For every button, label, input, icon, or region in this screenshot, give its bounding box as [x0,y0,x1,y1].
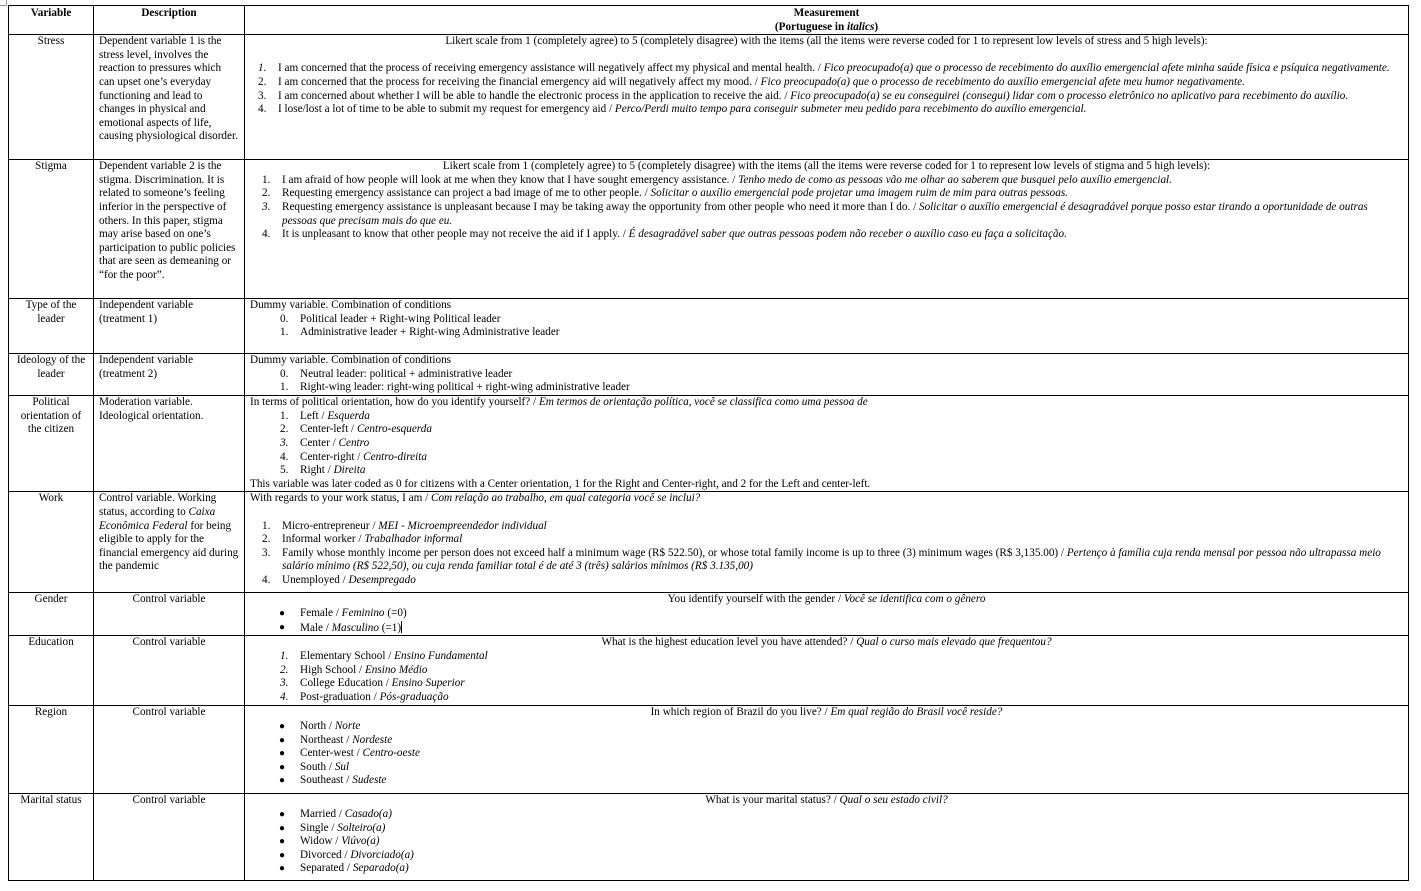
item-number: 2. [262,533,271,546]
item-english: Family whose monthly income per person does not exceed half a minimum wage (R$ 522.50), or whose total family income is up to three (3) minimum wages (R$ 3,135.00) / [282,546,1067,559]
measurement-intro: Dummy variable. Combination of conditions [250,354,452,367]
item-number: 2. [280,663,289,676]
item-english: Divorced / [300,848,351,861]
item-number: 1. [262,519,271,532]
measurement-intro [250,593,1403,607]
measurement-cell [245,299,1409,354]
intro-english: What is your marital status? / [705,794,840,807]
list-item [262,173,1403,188]
list-item [280,677,1403,691]
item-english: Southeast / [300,774,353,787]
measurement-cell [245,396,1409,492]
item-list [250,313,1403,340]
item-text: Right-wing leader: right-wing political + right-wing administrative leader [300,381,630,394]
item-list [250,62,1403,116]
table-row-marital-status [9,794,1409,881]
item-portuguese: Sul [334,760,350,773]
item-portuguese: Sudeste [352,774,387,787]
item-portuguese: Casado(a) [344,807,392,820]
table-row-stigma [9,160,1409,299]
item-english: Female / [300,606,342,619]
table-row-gender [9,593,1409,636]
item-portuguese: Ensino Fundamental [394,649,488,662]
list-item [280,312,1403,327]
header-variable: Variable [9,6,94,35]
list-item [280,649,1403,664]
bullet-icon: ● [279,836,286,848]
item-portuguese: Direita [333,464,366,477]
item-number: 3. [262,546,271,559]
list-item [279,821,1403,836]
intro-english: In terms of political orientation, how do you identify yourself? / [250,396,539,409]
bullet-icon: ● [279,761,286,773]
bullet-icon: ● [279,607,286,619]
list-item [279,719,1403,734]
item-list [250,174,1403,242]
item-portuguese: Esquerda [327,409,370,422]
variable-cell: Ideology of the leader [9,354,94,396]
item-english: I am afraid of how people will look at me when they know that I have sought emergency assistance. / [282,173,739,186]
table-row-ideology-of-leader [9,354,1409,396]
variable-cell: Type of the leader [9,299,94,354]
header-description: Description [94,6,245,35]
item-portuguese: Centro-esquerda [356,423,432,436]
item-list [250,650,1403,704]
item-portuguese: Separado(a) [352,862,409,875]
item-number: 1. [258,62,267,75]
item-english: Center-west / [300,747,363,760]
measurement-intro [250,396,1403,410]
item-english: Informal worker / [282,533,365,546]
list-item [280,690,1403,705]
header-row [9,6,1409,35]
item-english: It is unpleasant to know that other people may not receive the aid if I apply. / [282,228,629,241]
list-item [280,663,1403,678]
item-english: Center-left / [300,423,357,436]
item-number: 4. [280,450,289,463]
item-english: Male / [300,621,332,634]
description-cell: Control variable [94,794,245,881]
list-item [258,89,1403,104]
item-number: 1. [280,409,289,422]
item-english: I am concerned that the process of receiving emergency assistance will negatively affect my physical and mental health. / [278,62,824,75]
measurement-cell [245,706,1409,794]
bullet-icon: ● [279,863,286,875]
item-portuguese: Solicitar o auxílio emergencial é desagradável porque posso estar tirando a oportunidade de outras pessoas que precisam mais do que eu. [282,200,1368,227]
list-item [280,381,1403,395]
bullet-icon: ● [279,734,286,746]
item-english: High School / [300,663,365,676]
item-portuguese: Feminino [341,606,385,619]
item-number: 4. [280,690,289,703]
item-portuguese: MEI - Microempreendedor individual [378,519,547,532]
item-english: Left / [300,409,328,422]
item-number: 1. [280,326,289,339]
measurement-cell [245,35,1409,160]
list-item [279,862,1403,876]
item-number: 3. [262,200,271,213]
item-english: Single / [300,821,338,834]
item-portuguese: Centro-oeste [362,747,420,760]
variable-cell: Stigma [9,160,94,299]
bullet-icon: ● [279,822,286,834]
list-item [262,533,1403,547]
intro-portuguese: Em qual região do Brasil você reside? [830,706,1003,719]
intro-portuguese: Qual o curso mais elevado que frequentou? [856,636,1052,649]
list-item [280,464,1403,478]
item-english: Separated / [300,862,353,875]
list-item [280,436,1403,451]
variable-cell: Stress [9,35,94,160]
item-number: 4. [262,573,271,586]
item-english: Center-right / [300,450,364,463]
item-code: (=0) [384,606,407,619]
item-portuguese: Norte [334,719,361,732]
variables-table [8,5,1409,881]
header-measurement-subtitle [250,21,1403,35]
intro-english: You identify yourself with the gender / [667,593,844,606]
item-portuguese: Fico preocupado(a) que o processo de recebimento do auxílio emergencial afete minha saúde física e psíquica negativamente. [823,62,1390,75]
measurement-intro: Likert scale from 1 (completely agree) to 5 (completely disagree) with the items (all the items were reverse coded for 1 to represent low levels of stress and 5 high levels): [445,35,1208,48]
list-item [279,760,1403,775]
bullet-icon: ● [279,849,286,861]
item-portuguese: Viúvo(a) [341,835,380,848]
item-portuguese: Pós-graduação [379,690,449,703]
item-portuguese: Fico preocupado(a) que o processo de recebimento do auxílio emergencial afete meu humor negativamente. [760,75,1245,88]
intro-portuguese: Você se identifica com o gênero [843,593,986,606]
list-item [279,606,1403,621]
list-item [280,326,1403,340]
item-text: Neutral leader: political + administrative leader [300,367,513,380]
table-row-type-of-leader [9,299,1409,354]
bullet-icon: ● [279,775,286,787]
item-number: 3. [258,89,267,102]
item-english: Center / [300,436,339,449]
description-cell: Control variable [94,593,245,636]
item-english: Requesting emergency assistance can project a bad image of me to other people. / [282,187,651,200]
item-list [250,520,1403,588]
item-portuguese: Perco/Perdi muito tempo para conseguir submeter meu pedido para recebimento do auxílio emergencial. [614,103,1087,116]
list-item [280,409,1403,424]
intro-english: What is the highest education level you have attended? / [601,636,857,649]
list-item [262,187,1403,201]
intro-portuguese: Qual o seu estado civil? [839,794,948,807]
item-english: College Education / [300,677,392,690]
description-cell: Control variable [94,706,245,794]
list-item [280,450,1403,465]
measurement-cell [245,636,1409,706]
description-cell: Moderation variable. Ideological orientation. [94,396,245,492]
measurement-intro [250,706,1403,720]
variable-cell: Gender [9,593,94,636]
measurement-cell [245,593,1409,636]
list-item [279,747,1403,761]
header-subtitle-prefix: (Portuguese in [774,20,847,33]
item-number: 1. [262,173,271,186]
coding-note: This variable was later coded as 0 for citizens with a Center orientation, 1 for the Right and Center-right, and 2 for the Left and center-left. [250,477,871,490]
item-english: Married / [300,807,345,820]
list-item [279,774,1403,788]
item-portuguese: Solicitar o auxílio emergencial pode projetar uma imagem ruim de mim para outras pessoas. [650,187,1068,200]
item-portuguese: Solteiro(a) [337,821,386,834]
table-row-region [9,706,1409,794]
measurement-cell [245,354,1409,396]
item-number: 3. [280,436,289,449]
list-item [258,62,1403,76]
list-item [279,621,1403,636]
list-item [280,423,1403,437]
item-english: Requesting emergency assistance is unpleasant because I may be taking away the opportunity from other people who need it more than I do. / [282,200,919,213]
bullet-icon: ● [279,748,286,760]
table-row-political-orientation [9,396,1409,492]
variable-cell: Region [9,706,94,794]
table-row-stress [9,35,1409,160]
list-item [262,546,1403,574]
list-item [279,835,1403,849]
list-item [262,573,1403,588]
header-measurement-title: Measurement [793,7,860,19]
description-cell: Independent variable (treatment 2) [94,354,245,396]
list-item [258,75,1403,90]
measurement-intro [250,492,1403,506]
table-row-work [9,492,1409,593]
description-cell: Control variable [94,636,245,706]
bullet-icon: ● [279,808,286,820]
list-item [279,733,1403,748]
item-portuguese: Pertenço à família cuja renda mensal por pessoa não ultrapassa meio salário mínimo (R$ 522,50), ou cuja renda familiar total é de até 3 (três) salários mínimos (R$ 3.135,00) [282,546,1381,573]
intro-portuguese: Com relação ao trabalho, em qual categoria você se inclui? [431,492,701,505]
item-number: 0. [280,312,289,325]
measurement-intro [250,636,1403,650]
item-list [250,808,1403,876]
item-text: Political leader + Right-wing Political leader [300,312,501,325]
item-portuguese: Centro-direita [363,450,427,463]
item-portuguese: Nordeste [352,733,393,746]
description-cell: Dependent variable 1 is the stress level, involves the reaction to pressures which can upset one’s everyday functioning and lead to changes in physical and emotional aspects of life, causing physiological disorder. [94,35,245,160]
variable-cell: Work [9,492,94,593]
item-english: I lose/lost a lot of time to be able to submit my request for emergency aid / [278,103,615,116]
intro-english: In which region of Brazil do you live? / [650,706,831,719]
item-portuguese: Ensino Médio [364,663,428,676]
measurement-intro [250,794,1403,808]
variable-cell: Political orientation of the citizen [9,396,94,492]
description-cell: Dependent variable 2 is the stigma. Discrimination. It is related to someone’s feeling inferior in the perspective of others. In this paper, stigma may arise based on one’s participation to public policies that are seen as demeaning or “for the poor”. [94,160,245,299]
item-number: 2. [258,75,267,88]
item-text: Administrative leader + Right-wing Administrative leader [300,326,560,339]
intro-english: With regards to your work status, I am / [250,492,431,505]
measurement-cell [245,160,1409,299]
description-italic: Caixa Econômica Federal [99,505,216,532]
item-number: 2. [262,187,271,200]
page-corner-mark [0,0,7,6]
item-english: Post-graduation / [300,690,380,703]
item-english: I am concerned that the process for receiving the financial emergency aid will negatively affect my mood. / [278,75,761,88]
item-english: North / [300,719,335,732]
item-portuguese: Centro [338,436,370,449]
description-cell: Independent variable (treatment 1) [94,299,245,354]
item-english: Micro-entrepreneur / [282,519,379,532]
measurement-cell [245,492,1409,593]
bullet-icon: ● [279,621,286,633]
item-number: 5. [280,464,289,477]
list-item [262,228,1403,242]
item-list [250,410,1403,478]
bullet-icon: ● [279,720,286,732]
item-number: 2. [280,423,289,436]
item-portuguese: Divorciado(a) [350,848,414,861]
item-portuguese: Masculino [331,621,379,634]
item-portuguese: Ensino Superior [391,677,465,690]
list-item [262,200,1403,228]
list-item [262,519,1403,534]
item-number: 4. [262,228,271,241]
header-measurement [245,6,1409,35]
text-cursor [401,621,402,633]
item-list [250,607,1403,635]
list-item [280,367,1403,382]
item-number: 1. [280,381,289,394]
item-english: Elementary School / [300,649,395,662]
measurement-intro: Dummy variable. Combination of conditions [250,299,452,312]
variable-cell: Marital status [9,794,94,881]
item-code: (=1) [378,621,402,634]
item-english: Right / [300,464,334,477]
intro-portuguese: Em termos de orientação política, você se classifica como uma pessoa de [538,396,868,409]
item-portuguese: É desagradável saber que outras pessoas podem não receber o auxílio caso eu faça a solicitação. [628,228,1067,241]
header-subtitle-suffix: ) [874,20,879,33]
item-portuguese: Desempregado [348,573,416,586]
measurement-cell [245,794,1409,881]
item-portuguese: Trabalhador informal [364,533,463,546]
table-row-education [9,636,1409,706]
description-text: for being eligible to apply for the financial emergency aid during the pandemic [99,519,239,573]
item-list [250,720,1403,788]
item-number: 3. [280,677,289,690]
list-item [258,103,1403,117]
header-subtitle-italic: italics [847,20,875,33]
item-english: South / [300,760,335,773]
item-number: 1. [280,649,289,662]
item-english: I am concerned about whether I will be able to handle the electronic process in the application to receive the aid. / [278,89,791,102]
item-portuguese: Fico preocupado(a) se eu conseguirei (consegui) lidar com o processo eletrônico no aplicativo para recebimento do auxílio. [790,89,1349,102]
item-list [250,368,1403,395]
item-english: Widow / [300,835,342,848]
variable-cell: Education [9,636,94,706]
item-portuguese: Tenho medo de como as pessoas vão me olhar ao saberem que busquei pelo auxílio emergencial. [738,173,1172,186]
item-english: Northeast / [300,733,353,746]
item-english: Unemployed / [282,573,349,586]
description-text: Control variable. Working status, according to [99,492,217,518]
list-item [279,848,1403,863]
item-number: 0. [280,367,289,380]
description-cell [94,492,245,593]
list-item [279,807,1403,822]
item-number: 4. [258,103,267,116]
measurement-intro: Likert scale from 1 (completely agree) to 5 (completely disagree) with the items (all the items were reverse coded for 1 to represent low levels of stigma and 5 high levels): [442,160,1211,173]
